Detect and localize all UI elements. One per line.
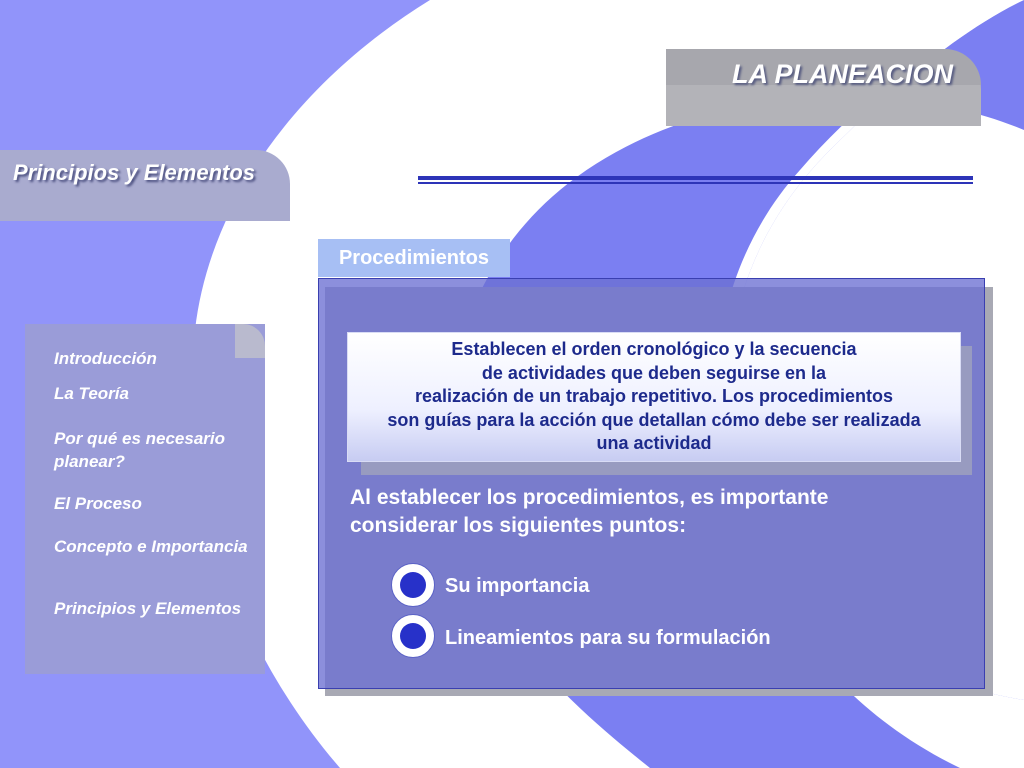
nav-item-por-que-planear[interactable]: Por qué es necesario planear? bbox=[54, 429, 226, 471]
point-su-importancia[interactable]: Su importancia bbox=[445, 575, 590, 597]
nav-item-principios-elementos[interactable]: Principios y Elementos bbox=[54, 599, 242, 618]
title-banner bbox=[666, 49, 981, 126]
intro-text: Al establecer los procedimientos, es importante considerar los siguientes puntos: bbox=[350, 486, 829, 537]
point-lineamientos[interactable]: Lineamientos para su formulación bbox=[445, 627, 771, 649]
tab-procedimientos[interactable]: Procedimientos bbox=[318, 239, 510, 277]
nav-item-la-teoria[interactable]: La Teoría bbox=[54, 384, 129, 403]
bullet-circle-icon[interactable] bbox=[391, 614, 435, 658]
title-rule bbox=[418, 176, 973, 180]
section-banner bbox=[0, 150, 290, 221]
title-rule-thin bbox=[418, 182, 973, 184]
bullet-circle-icon[interactable] bbox=[391, 563, 435, 607]
section-title: Principios y Elementos bbox=[12, 160, 256, 185]
nav-item-introduccion[interactable]: Introducción bbox=[54, 349, 157, 368]
description-text: Establecen el orden cronológico y la secuencia de actividades que deben seguirse en la realización de un trabajo repetitivo. Los procedimientos son guías para la acción que detallan cómo debe ser realizada una actividad bbox=[387, 339, 921, 454]
nav-item-concepto-importancia[interactable]: Concepto e Importancia bbox=[54, 537, 248, 556]
navigation-panel bbox=[25, 324, 265, 674]
slide-title: LA PLANEACION bbox=[732, 59, 953, 89]
nav-item-el-proceso[interactable]: El Proceso bbox=[54, 494, 142, 513]
description-box bbox=[347, 332, 961, 462]
